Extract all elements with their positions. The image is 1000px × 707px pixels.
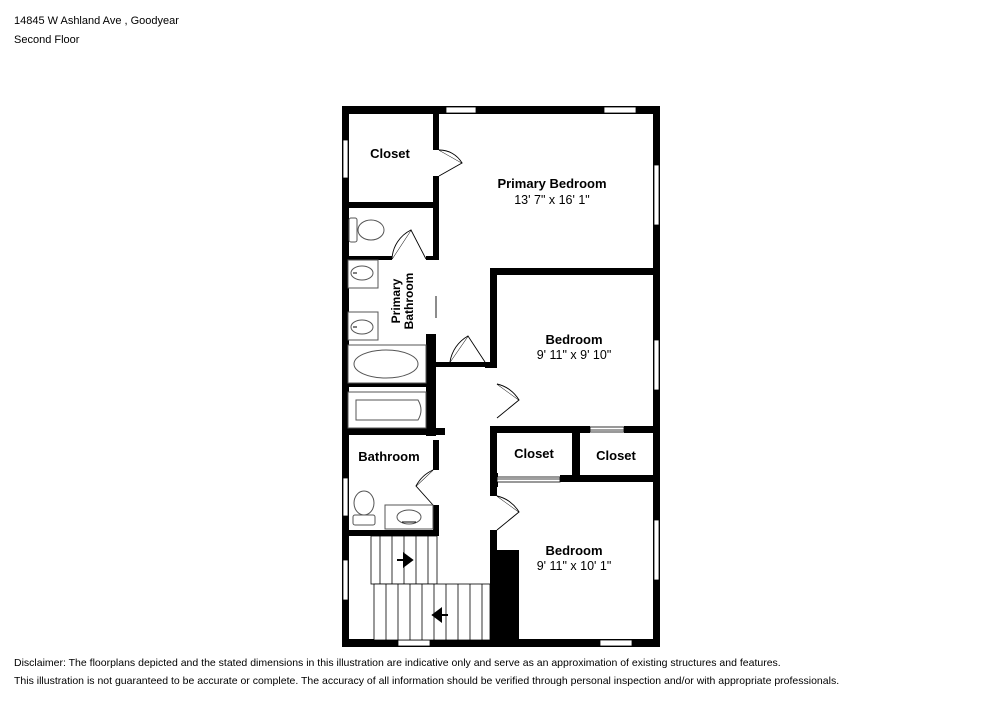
disclaimer-line-2: This illustration is not guaranteed to be accurate or complete. The accuracy of all information should be verified through personal inspection and/or with appropriate professionals. <box>14 675 840 687</box>
address-text: 14845 W Ashland Ave , Goodyear <box>14 15 179 27</box>
primary-bathroom-label-line1: Primary <box>389 278 403 324</box>
bedroom-bottom-label: Bedroom <box>545 543 603 558</box>
disclaimer-line-1: Disclaimer: The floorplans depicted and the stated dimensions in this illustration are indicative only and serve as an approximation of existing structures and features. <box>14 657 781 669</box>
bedroom-bottom-dimensions: 9' 11" x 10' 1" <box>536 559 612 573</box>
bedroom-middle-dimensions: 9' 11" x 9' 10" <box>536 348 612 362</box>
bedroom-middle-label: Bedroom <box>545 332 603 347</box>
primary-bedroom-dimensions: 13' 7" x 16' 1" <box>514 193 590 207</box>
primary-bathroom-label-line2: Bathroom <box>402 272 416 330</box>
closet-top-label: Closet <box>370 146 410 161</box>
closet-left-label: Closet <box>514 446 554 461</box>
floor-label: Second Floor <box>14 34 80 46</box>
closet-right-label: Closet <box>596 448 636 463</box>
primary-bedroom-label: Primary Bedroom <box>497 176 607 191</box>
bathroom-label: Bathroom <box>358 449 420 464</box>
